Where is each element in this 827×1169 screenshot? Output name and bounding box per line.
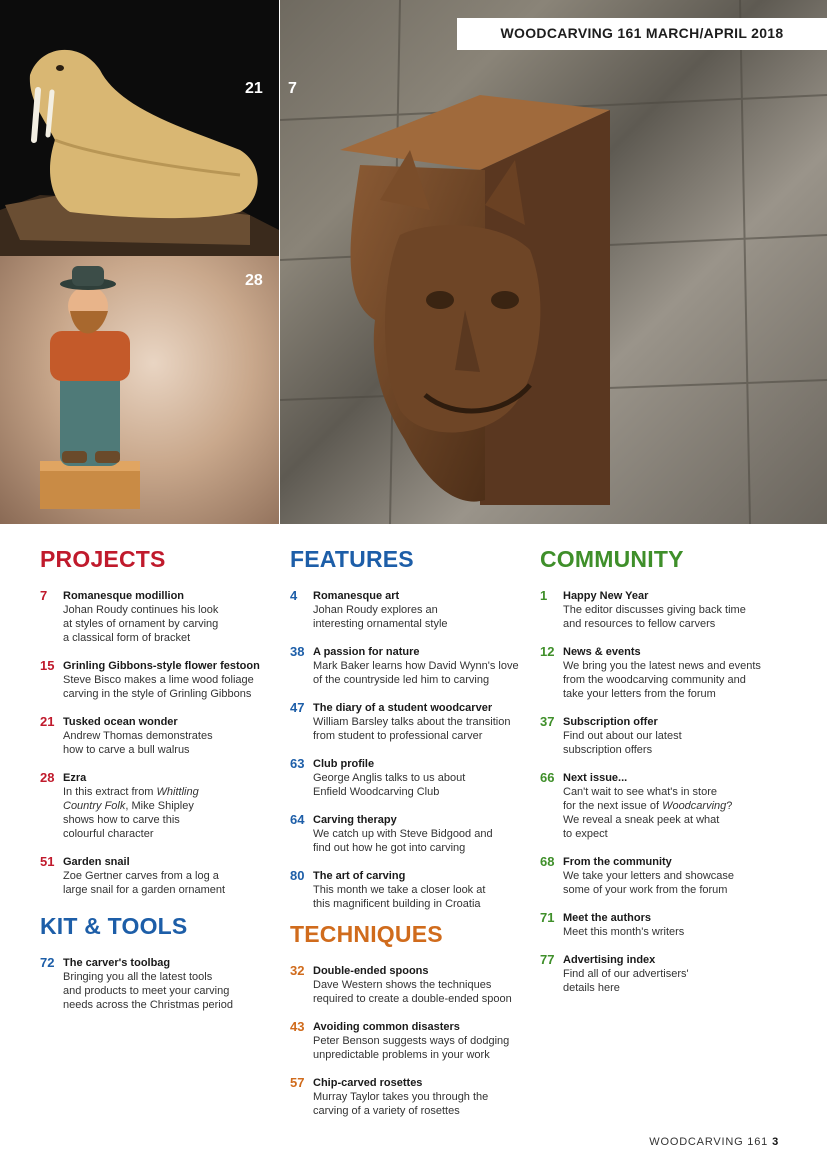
entry-description: George Anglis talks to us about Enfield Woodcarving Club [313, 772, 466, 798]
entry-page-number: 38 [290, 644, 305, 659]
entry-page-number: 71 [540, 910, 555, 925]
entry-title: Grinling Gibbons-style flower festoon [63, 660, 260, 672]
entry-body [563, 715, 682, 757]
contents-entry [290, 869, 530, 911]
contents-entry [540, 953, 790, 995]
entry-description: This month we take a closer look at this magnificent building in Croatia [313, 884, 486, 910]
entry-page-number: 7 [40, 588, 48, 603]
entry-page-number: 72 [40, 955, 55, 970]
entry-description: In this extract from Whittling Country Folk, Mike Shipley shows how to carve this colourful character [63, 786, 199, 840]
entry-description: Bringing you all the latest tools and products to meet your carving needs across the Christmas period [63, 971, 233, 1011]
contents-entry [40, 956, 280, 1012]
entry-body [63, 715, 213, 757]
entry-page-number: 21 [40, 714, 55, 729]
entry-body [563, 771, 732, 841]
entry-description: Can't wait to see what's in store for the next issue of Woodcarving? We reveal a sneak peek at what to expect [563, 786, 733, 840]
entry-title: News & events [563, 646, 641, 658]
features-heading: FEATURES [290, 546, 414, 572]
contents-entry [540, 589, 790, 631]
contents-entry [290, 1020, 530, 1062]
entry-title: The carver's toolbag [63, 957, 171, 969]
entry-italic-title: Woodcarving [662, 800, 727, 812]
entry-page-number: 47 [290, 700, 305, 715]
footer-magazine: WOODCARVING 161 [649, 1136, 769, 1148]
entry-description: We take your letters and showcase some of your work from the forum [563, 870, 734, 896]
entry-title: From the community [563, 856, 672, 868]
contents-entry [290, 757, 530, 799]
entry-body [313, 645, 519, 687]
contents-entry [40, 771, 280, 841]
entry-body [313, 1020, 509, 1062]
entry-description: Zoe Gertner carves from a log a large snail for a garden ornament [63, 870, 226, 896]
entry-title: Meet the authors [563, 912, 652, 924]
entry-title: Garden snail [63, 856, 130, 868]
ezra-figure-image [0, 256, 279, 524]
entry-page-number: 64 [290, 812, 305, 827]
contents-entry [290, 589, 530, 631]
entry-title: Club profile [313, 758, 375, 770]
entry-body [563, 911, 684, 939]
entry-description: Johan Roudy explores an interesting ornamental style [313, 604, 448, 630]
kit-tools-section [40, 913, 280, 1026]
entry-description: William Barsley talks about the transition from student to professional carver [313, 716, 511, 742]
entry-title: Ezra [63, 772, 87, 784]
entry-title: Avoiding common disasters [313, 1021, 460, 1033]
issue-title: WOODCARVING 161 MARCH/APRIL 2018 [500, 25, 784, 41]
techniques-section [290, 921, 530, 1132]
entry-page-number: 80 [290, 868, 305, 883]
projects-section [40, 546, 280, 911]
walrus-carving-photo [0, 0, 279, 256]
entry-page-number: 28 [40, 770, 55, 785]
entry-title: The diary of a student woodcarver [313, 702, 493, 714]
entry-title: The art of carving [313, 870, 406, 882]
entry-page-number: 1 [540, 588, 548, 603]
walrus-carving-image [0, 0, 279, 256]
entry-title: Carving therapy [313, 814, 397, 826]
contents-entry [540, 645, 790, 701]
entry-page-number: 66 [540, 770, 555, 785]
contents-entry [540, 911, 790, 939]
modillion-image [280, 0, 827, 524]
entry-page-number: 63 [290, 756, 305, 771]
entry-page-number: 4 [290, 588, 298, 603]
projects-heading: PROJECTS [40, 546, 166, 572]
entry-description: Andrew Thomas demonstrates how to carve a bull walrus [63, 730, 213, 756]
contents-entry [290, 964, 530, 1006]
entry-body [313, 869, 485, 911]
entry-body [563, 645, 761, 701]
entry-page-number: 32 [290, 963, 305, 978]
entry-title: Happy New Year [563, 590, 649, 602]
entry-page-number: 15 [40, 658, 55, 673]
contents-entry [40, 659, 280, 701]
community-list [540, 589, 790, 995]
kit-tools-heading: KIT & TOOLS [40, 913, 188, 939]
entry-body [313, 701, 510, 743]
entry-body [313, 757, 465, 799]
entry-body [563, 589, 746, 631]
entry-body [563, 855, 734, 897]
ezra-carving-photo [0, 256, 279, 524]
entry-description: Dave Western shows the techniques required to create a double-ended spoon [313, 979, 512, 1005]
entry-title: Double-ended spoons [313, 965, 429, 977]
entry-description: Johan Roudy continues his look at styles of ornament by carving a classical form of bracket [63, 604, 219, 644]
contents-entry [540, 771, 790, 841]
modillion-page-number: 7 [288, 80, 297, 97]
entry-description: We bring you the latest news and events from the woodcarving community and take your letters from the forum [563, 660, 761, 700]
entry-body [63, 855, 225, 897]
entry-title: A passion for nature [313, 646, 420, 658]
techniques-heading: TECHNIQUES [290, 921, 443, 947]
community-heading: COMMUNITY [540, 546, 684, 572]
entry-description: Meet this month's writers [563, 926, 685, 938]
entry-body [63, 589, 218, 645]
entry-title: Subscription offer [563, 716, 658, 728]
entry-page-number: 57 [290, 1075, 305, 1090]
entry-description: The editor discusses giving back time and resources to fellow carvers [563, 604, 746, 630]
features-section [290, 546, 530, 925]
kit-tools-list [40, 956, 280, 1012]
entry-title: Tusked ocean wonder [63, 716, 178, 728]
entry-description: Peter Benson suggests ways of dodging unpredictable problems in your work [313, 1035, 510, 1061]
contents-entry [290, 645, 530, 687]
entry-description: We catch up with Steve Bidgood and find out how he got into carving [313, 828, 493, 854]
entry-page-number: 12 [540, 644, 555, 659]
entry-body [313, 813, 493, 855]
entry-description: Mark Baker learns how David Wynn's love of the countryside led him to carving [313, 660, 519, 686]
entry-page-number: 77 [540, 952, 555, 967]
contents-entry [40, 589, 280, 645]
page-footer [649, 1136, 779, 1148]
features-list [290, 589, 530, 911]
entry-page-number: 51 [40, 854, 55, 869]
contents-entry [290, 1076, 530, 1118]
contents-entry [540, 855, 790, 897]
entry-body [313, 964, 512, 1006]
entry-body [563, 953, 689, 995]
entry-body [63, 659, 260, 701]
contents-entry [290, 701, 530, 743]
ezra-page-number: 28 [245, 272, 263, 289]
entry-italic-title: Whittling Country Folk [63, 786, 199, 812]
community-section [540, 546, 790, 1009]
issue-header [457, 18, 827, 50]
projects-list [40, 589, 280, 897]
techniques-list [290, 964, 530, 1118]
entry-title: Romanesque modillion [63, 590, 185, 602]
entry-title: Advertising index [563, 954, 656, 966]
entry-title: Chip-carved rosettes [313, 1077, 423, 1089]
walrus-page-number: 21 [245, 80, 263, 97]
footer-page-number: 3 [772, 1136, 779, 1148]
entry-title: Next issue... [563, 772, 628, 784]
modillion-carving-photo [280, 0, 827, 524]
contents-entry [540, 715, 790, 757]
entry-body [313, 1076, 488, 1118]
entry-page-number: 68 [540, 854, 555, 869]
entry-page-number: 37 [540, 714, 555, 729]
entry-body [313, 589, 448, 631]
entry-body [63, 956, 233, 1012]
entry-description: Steve Bisco makes a lime wood foliage carving in the style of Grinling Gibbons [63, 674, 254, 700]
contents-entry [40, 715, 280, 757]
contents-entry [290, 813, 530, 855]
entry-description: Find out about our latest subscription offers [563, 730, 682, 756]
entry-title: Romanesque art [313, 590, 400, 602]
contents-entry [40, 855, 280, 897]
entry-description: Murray Taylor takes you through the carving of a variety of rosettes [313, 1091, 489, 1117]
entry-body [63, 771, 199, 841]
entry-page-number: 43 [290, 1019, 305, 1034]
entry-description: Find all of our advertisers' details here [563, 968, 689, 994]
